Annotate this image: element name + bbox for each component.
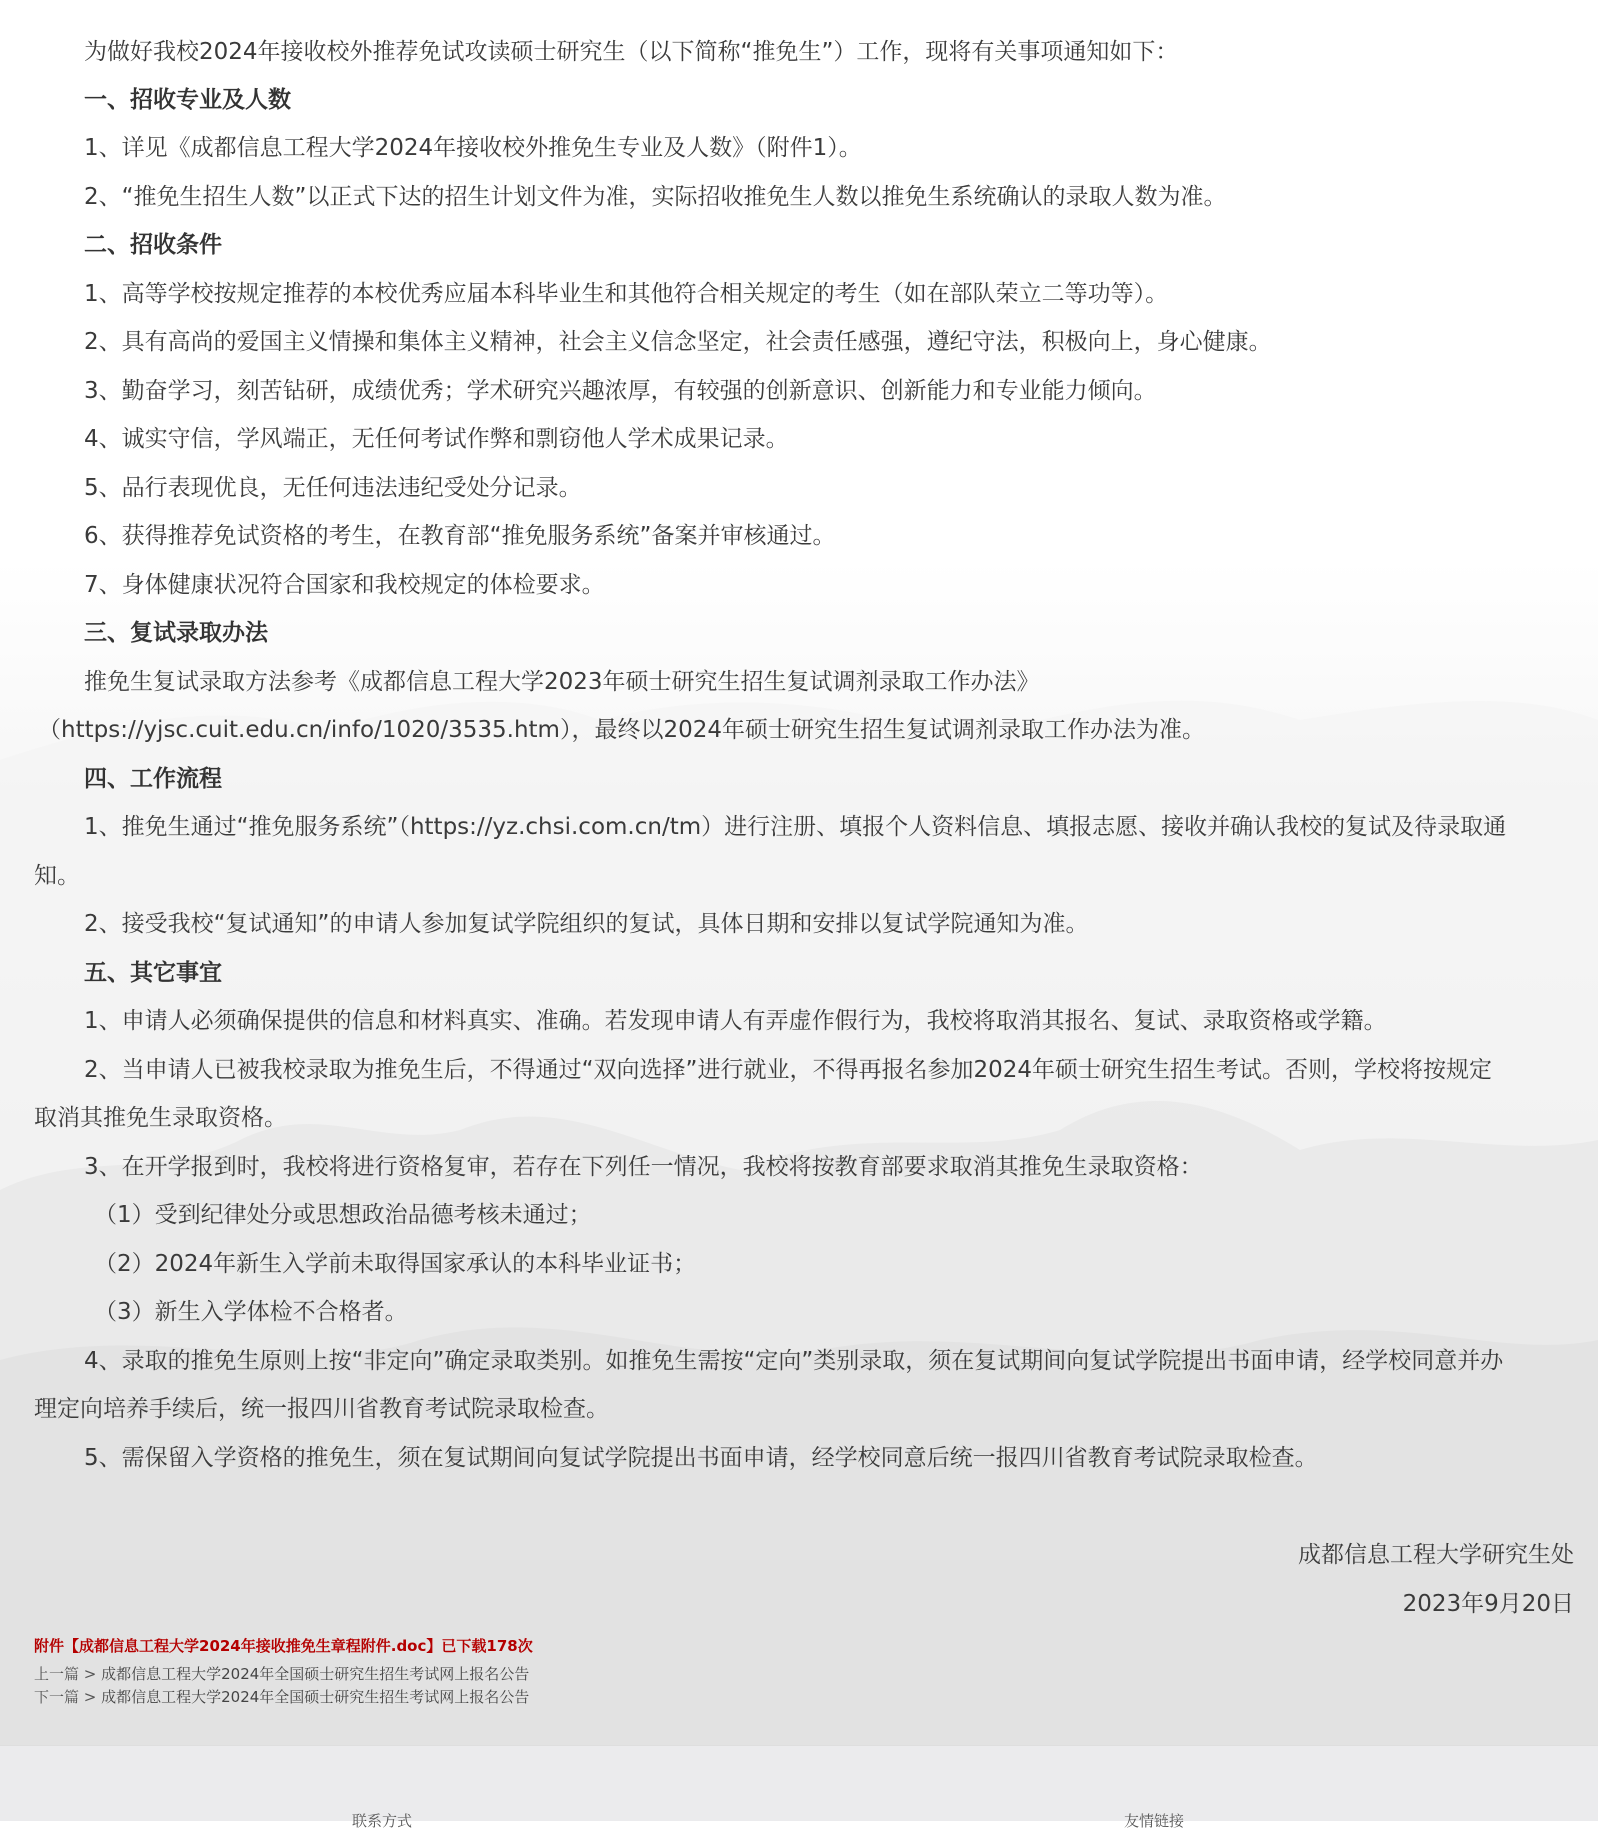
paragraph: 3、在开学报到时，我校将进行资格复审，若存在下列任一情况，我校将按教育部要求取消其推免生录取资格： <box>84 1154 1203 1180</box>
paragraph: 2、“推免生招生人数”以正式下达的招生计划文件为准，实际招收推免生人数以推免生系统确认的录取人数为准。 <box>84 184 1227 210</box>
paragraph: 4、诚实守信，学风端正，无任何考试作弊和剽窃他人学术成果记录。 <box>84 426 789 452</box>
paragraph: 6、获得推荐免试资格的考生，在教育部“推免服务系统”备案并审核通过。 <box>84 523 836 549</box>
footer-contact-title: 联系方式 <box>352 1812 413 1830</box>
paragraph: 4、录取的推免生原则上按“非定向”确定录取类别。如推免生需按“定向”类别录取，须在复试期间向复试学院提出书面申请，经学校同意并办 <box>84 1348 1504 1374</box>
paragraph: 7、身体健康状况符合国家和我校规定的体检要求。 <box>84 572 605 598</box>
paragraph: 推免生复试录取方法参考《成都信息工程大学2023年硕士研究生招生复试调剂录取工作办法》 <box>84 669 1040 695</box>
paragraph: 知。 <box>34 863 80 889</box>
paragraph: 1、详见《成都信息工程大学2024年接收校外推免生专业及人数》（附件1）。 <box>84 135 862 161</box>
paragraph: 2、具有高尚的爱国主义情操和集体主义精神，社会主义信念坚定，社会责任感强，遵纪守法，积极向上，身心健康。 <box>84 329 1272 355</box>
next-article-link[interactable]: 成都信息工程大学2024年全国硕士研究生招生考试网上报名公告 <box>101 1688 530 1706</box>
paragraph: 2、当申请人已被我校录取为推免生后，不得通过“双向选择”进行就业，不得再报名参加2024年硕士研究生招生考试。否则，学校将按规定 <box>84 1057 1492 1083</box>
page-footer <box>0 1745 1598 1830</box>
prev-article-link[interactable]: 成都信息工程大学2024年全国硕士研究生招生考试网上报名公告 <box>101 1665 530 1683</box>
paragraph: 取消其推免生录取资格。 <box>34 1105 287 1131</box>
publish-date: 2023年9月20日 <box>1402 1591 1574 1617</box>
prev-label: 上一篇 > <box>34 1665 102 1683</box>
intro-paragraph: 为做好我校2024年接收校外推荐免试攻读硕士研究生（以下简称“推免生”）工作，现将有关事项通知如下： <box>84 39 1179 65</box>
footer-links-title: 友情链接 <box>1124 1812 1185 1830</box>
sub-item: （3）新生入学体检不合格者。 <box>94 1299 408 1325</box>
prev-article-nav <box>34 1663 529 1685</box>
paragraph: 3、勤奋学习，刻苦钻研，成绩优秀；学术研究兴趣浓厚，有较强的创新意识、创新能力和专业能力倾向。 <box>84 378 1157 404</box>
attachment-label[interactable]: 附件【成都信息工程大学2024年接收推免生章程附件.doc】已下载178次 <box>34 1637 533 1655</box>
paragraph: 5、品行表现优良，无任何违法违纪受处分记录。 <box>84 475 582 501</box>
section-heading-quota: 一、招收专业及人数 <box>84 87 291 113</box>
section-heading-workflow: 四、工作流程 <box>84 766 222 792</box>
paragraph: （https://yjsc.cuit.edu.cn/info/1020/3535.htm），最终以2024年硕士研究生招生复试调剂录取工作办法为准。 <box>38 717 1205 743</box>
section-heading-conditions: 二、招收条件 <box>84 232 222 258</box>
section-heading-admission: 三、复试录取办法 <box>84 620 268 646</box>
signature: 成都信息工程大学研究生处 <box>1298 1542 1574 1568</box>
next-label: 下一篇 > <box>34 1688 102 1706</box>
sub-item: （1）受到纪律处分或思想政治品德考核未通过； <box>94 1202 592 1228</box>
section-heading-other: 五、其它事宜 <box>84 960 222 986</box>
paragraph: 2、接受我校“复试通知”的申请人参加复试学院组织的复试，具体日期和安排以复试学院通知为准。 <box>84 911 1089 937</box>
paragraph: 理定向培养手续后，统一报四川省教育考试院录取检查。 <box>34 1396 609 1422</box>
next-article-nav <box>34 1686 529 1708</box>
paragraph: 1、推免生通过“推免服务系统”（https://yz.chsi.com.cn/tm）进行注册、填报个人资料信息、填报志愿、接收并确认我校的复试及待录取通 <box>84 814 1507 840</box>
paragraph: 1、高等学校按规定推荐的本校优秀应届本科毕业生和其他符合相关规定的考生（如在部队荣立二等功等）。 <box>84 281 1169 307</box>
paragraph: 5、需保留入学资格的推免生，须在复试期间向复试学院提出书面申请，经学校同意后统一报四川省教育考试院录取检查。 <box>84 1445 1318 1471</box>
attachment-link[interactable] <box>34 1635 533 1656</box>
paragraph: 1、申请人必须确保提供的信息和材料真实、准确。若发现申请人有弄虚作假行为，我校将取消其报名、复试、录取资格或学籍。 <box>84 1008 1387 1034</box>
sub-item: （2）2024年新生入学前未取得国家承认的本科毕业证书； <box>94 1251 697 1277</box>
